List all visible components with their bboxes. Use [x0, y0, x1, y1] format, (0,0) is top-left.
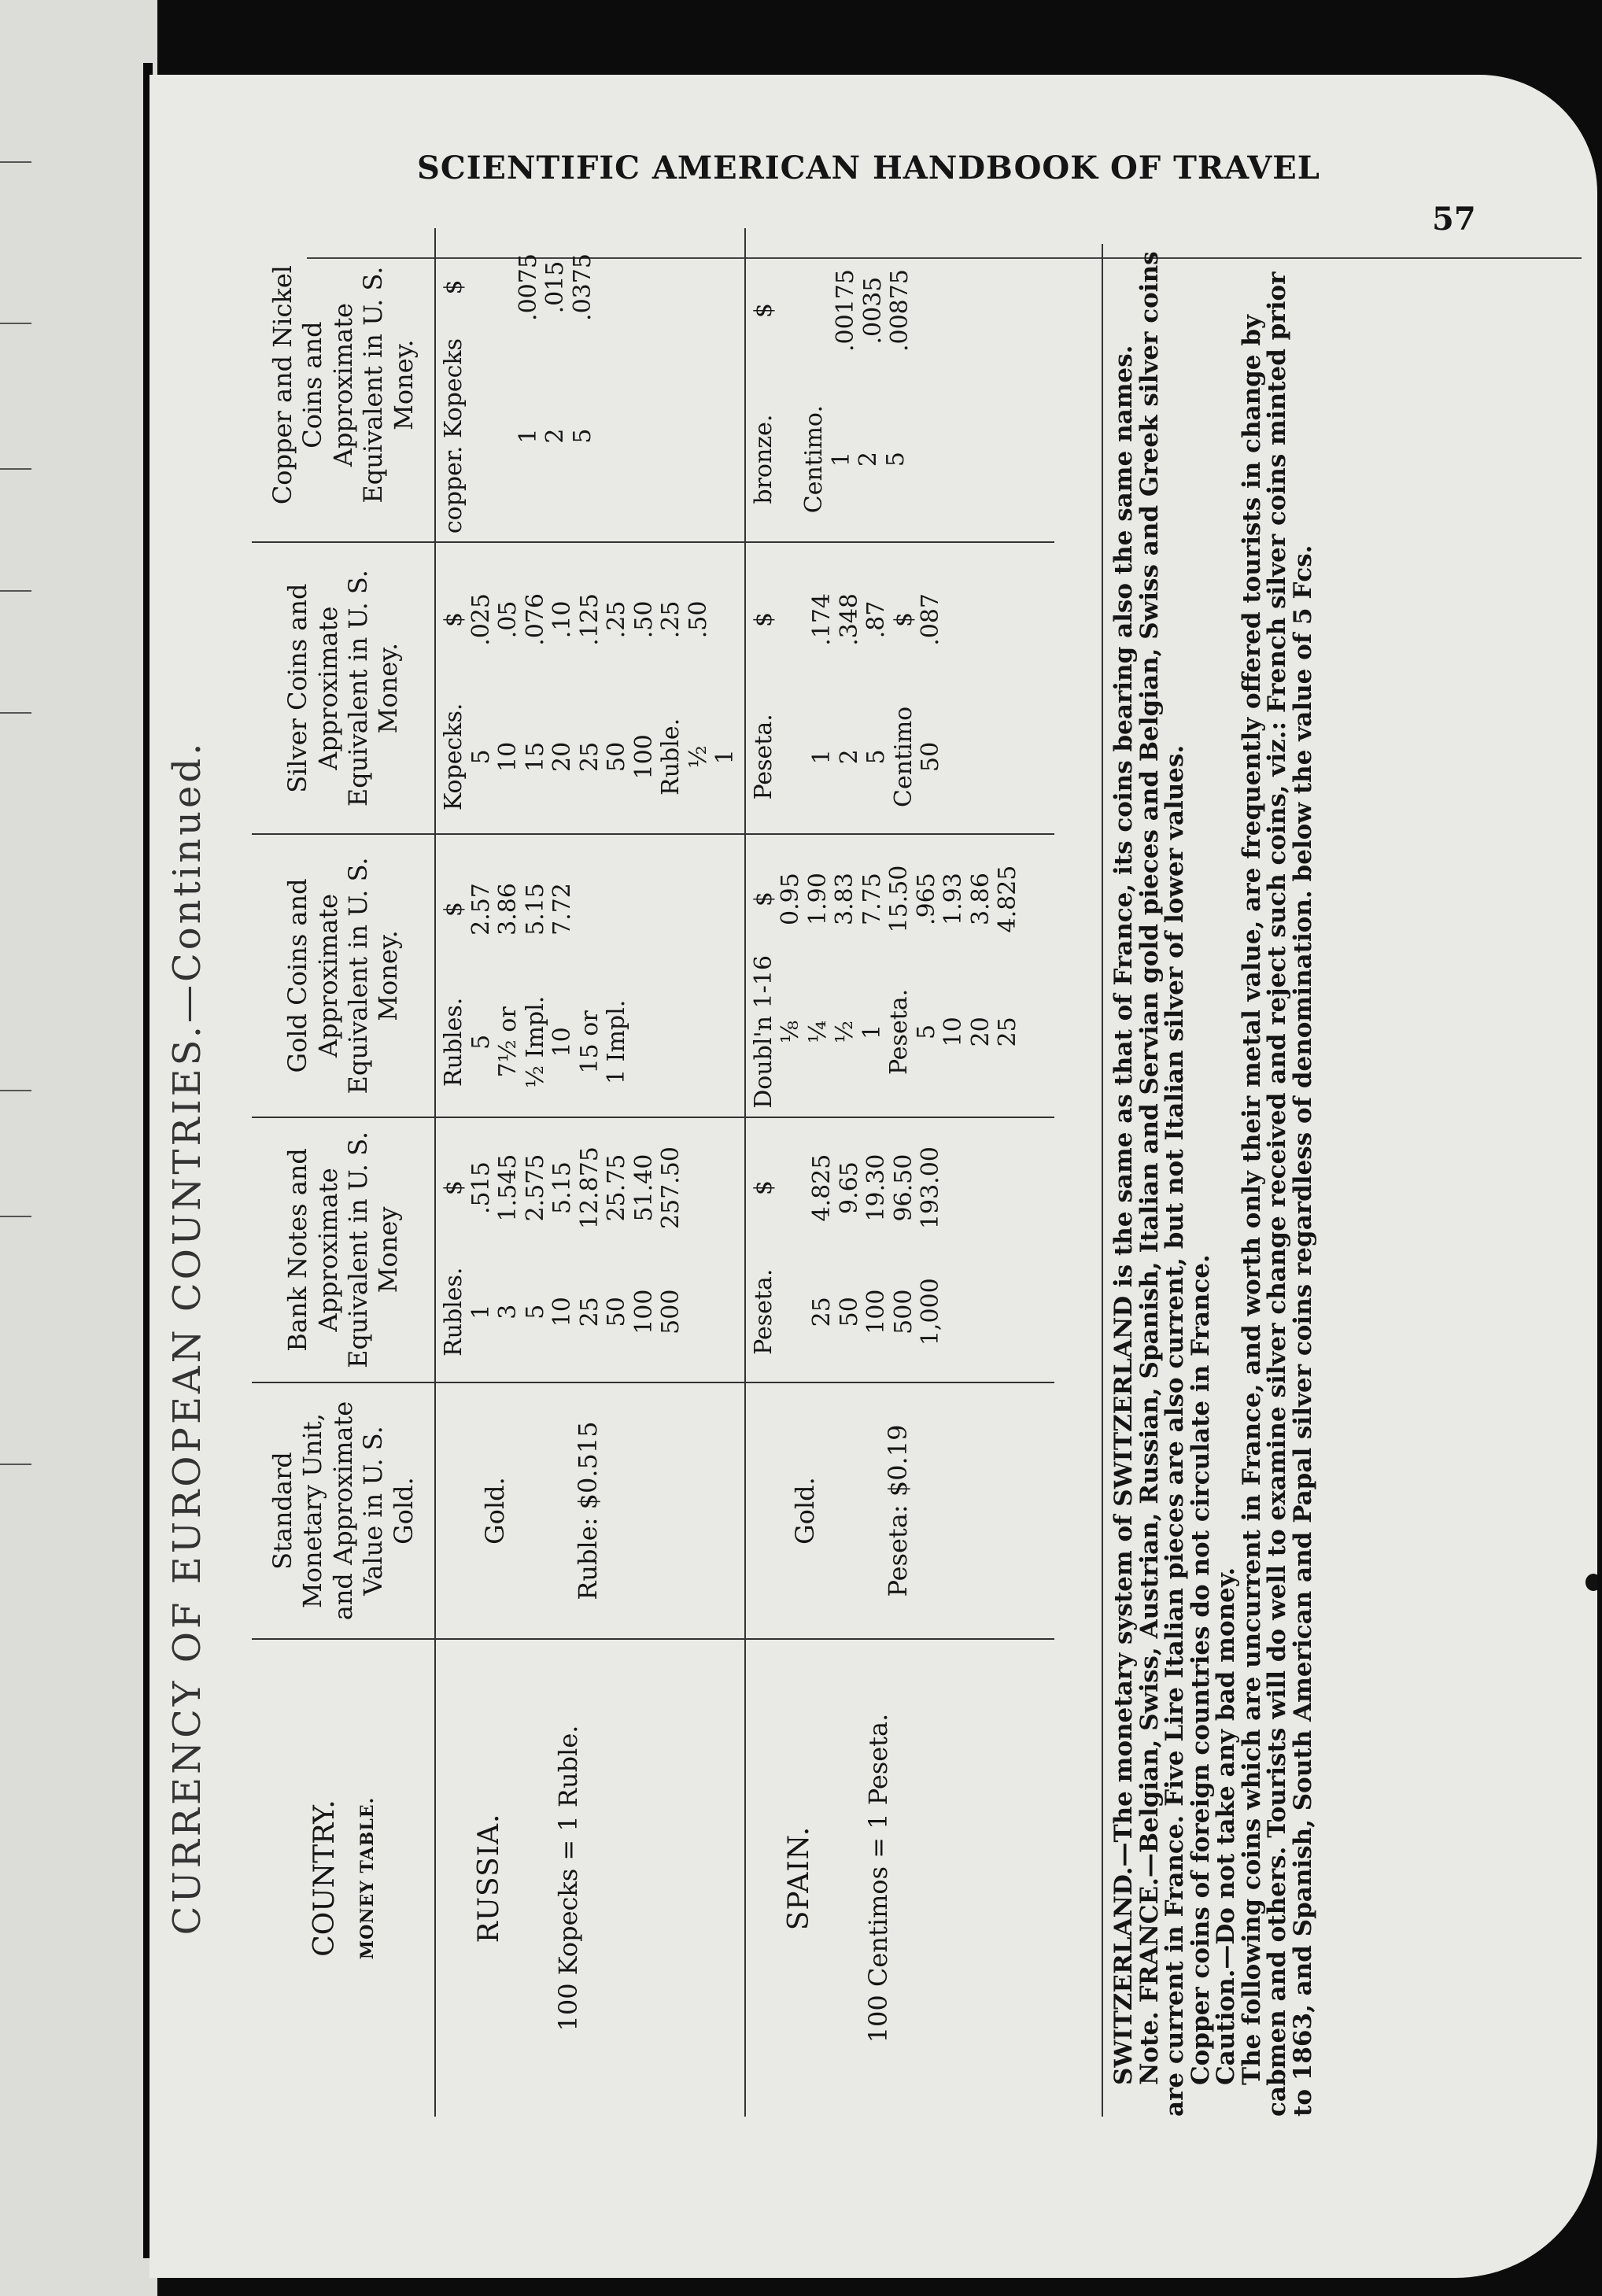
list-value: 257.50	[657, 1146, 685, 1230]
list-value: .025	[467, 593, 495, 646]
country-name: RUSSIA.	[473, 1813, 505, 1943]
gold-cell	[745, 834, 1054, 1117]
gold-units	[777, 955, 1022, 1109]
list-value: ½ Impl.	[521, 995, 549, 1088]
copper-units	[515, 338, 597, 533]
standard-cell	[435, 1382, 745, 1639]
list-value: 7½ or	[494, 1006, 522, 1078]
list-value: .25	[603, 600, 630, 639]
list-value: 12.875	[575, 1146, 604, 1230]
copper-usd-head: $	[749, 303, 777, 319]
list-value: .015	[541, 260, 569, 314]
page-number: 57	[1432, 201, 1476, 238]
list-value: 2	[835, 749, 863, 765]
list-value: 5	[521, 1304, 549, 1320]
list-value: 1	[711, 749, 739, 765]
list-value: 25	[808, 1297, 836, 1327]
bank-cell	[745, 1117, 1054, 1382]
list-value: 193.00	[917, 1146, 944, 1230]
list-value: .174	[808, 593, 836, 646]
col-standard: Standard Monetary Unit, and Approximate Value in U. S. Gold.	[252, 1382, 435, 1639]
money-table: 100 Kopecks = 1 Ruble.	[553, 1725, 584, 2032]
list-value: .0075	[514, 253, 542, 321]
col-silver: Silver Coins and Approximate Equivalent in U. S. Money.	[252, 542, 435, 834]
bank-cell	[435, 1117, 745, 1382]
list-value: 3.86	[966, 873, 995, 925]
list-value: 10	[548, 1297, 576, 1327]
list-value: 100	[629, 1289, 658, 1334]
bank-units	[809, 1250, 945, 1374]
copper-unit-head: copper. Kopecks	[440, 338, 467, 534]
gutter-mark	[0, 590, 31, 592]
gold-usd	[777, 843, 1022, 955]
list-value: 25.75	[603, 1154, 630, 1222]
silver-unit-head: Kopecks.	[440, 703, 467, 811]
list-value: 25	[575, 741, 604, 772]
list-value: 7.72	[548, 883, 576, 936]
gutter-mark	[0, 1216, 31, 1217]
gold-units	[468, 976, 631, 1109]
book-gutter	[0, 0, 157, 2296]
list-value: 5	[467, 1034, 495, 1050]
bank-usd-head: $	[749, 1180, 777, 1196]
list-value: 5.15	[521, 883, 549, 936]
list-value: Ruble.	[657, 718, 685, 795]
gutter-mark	[0, 468, 31, 470]
copper-unit-head: bronze.	[749, 414, 777, 504]
bank-usd	[809, 1126, 945, 1250]
list-value: 3	[494, 1304, 522, 1320]
list-value: .0035	[858, 276, 887, 345]
bank-usd	[468, 1126, 685, 1250]
list-value: 15.50	[885, 865, 913, 933]
standard-metal: Gold.	[789, 1477, 820, 1545]
list-value: 25	[994, 1017, 1021, 1047]
list-value: 5	[881, 452, 910, 467]
running-header: SCIENTIFIC AMERICAN HANDBOOK OF TRAVEL	[417, 149, 1320, 186]
copper-usd	[832, 236, 914, 385]
bank-units	[468, 1250, 685, 1374]
gold-usd-head: $	[749, 891, 777, 907]
list-value: ¼	[803, 1020, 832, 1043]
standard-cell	[745, 1382, 1054, 1639]
list-value: 2.575	[521, 1154, 549, 1222]
list-value: .965	[912, 873, 940, 925]
list-value: .10	[548, 600, 576, 639]
list-value: 5	[568, 428, 596, 444]
gold-usd	[468, 843, 577, 976]
list-value: 50	[603, 1297, 630, 1327]
note-uncurrent-coins: The following coins which are uncurrent in France, and worth only their metal value, are frequently offered tourists in change by cabmen and others. Tourists will do well to examine silver change received and reject such coins, viz.: French silver coins minted prior to 1863, and Spanish, South American and Papal silver coins regardless of denomination. below the value of 5 Fcs.	[1237, 271, 1317, 2117]
silver-units	[809, 688, 945, 825]
gutter-mark	[0, 712, 31, 714]
list-value: Peseta.	[885, 988, 913, 1076]
list-value: 1	[467, 1304, 495, 1320]
table-caption: CURRENCY OF EUROPEAN COUNTRIES.—Continued.	[165, 740, 209, 1936]
list-value: 2.57	[467, 883, 495, 936]
list-value: 50	[835, 1297, 863, 1327]
silver-usd-head: $	[749, 611, 777, 627]
table-row-russia	[435, 228, 745, 2117]
silver-unit-head: Peseta.	[749, 714, 777, 800]
ink-spot	[1585, 1574, 1597, 1591]
col-country	[252, 1639, 435, 2117]
silver-cell	[435, 542, 745, 834]
list-value: 19.30	[862, 1154, 890, 1222]
list-value: 2	[541, 428, 569, 444]
list-value: 5	[467, 749, 495, 765]
list-value: Centimo	[889, 706, 917, 807]
list-value: 100	[629, 734, 658, 780]
list-value: 1.90	[803, 873, 832, 925]
list-value: 100	[862, 1289, 890, 1334]
gold-unit-head: Doubl'n 1-16	[749, 955, 777, 1109]
list-value: $	[889, 611, 917, 627]
list-value: .515	[467, 1161, 495, 1214]
note-copper: Copper coins of foreign countries do not circulate in France.	[1186, 1254, 1215, 2085]
list-value: .25	[657, 600, 685, 639]
list-value: ½	[831, 1020, 858, 1043]
bank-unit-head: Rubles.	[440, 1267, 467, 1357]
list-value: .50	[629, 600, 658, 639]
copper-cell	[745, 228, 1054, 542]
list-value: 10	[494, 741, 522, 772]
standard-metal: Gold.	[480, 1477, 510, 1545]
list-value: .05	[494, 600, 522, 639]
list-value: .076	[521, 593, 549, 646]
list-value: 4.825	[994, 865, 1021, 933]
list-value: Centimo.	[800, 405, 828, 514]
list-value: 96.50	[889, 1154, 917, 1222]
note-switzerland: SWITZERLAND.—The monetary system of SWITZERLAND is the same as that of France, its coins bearing also the same names.	[1109, 345, 1138, 2085]
list-value: ⅛	[777, 1020, 804, 1043]
list-value: 500	[889, 1289, 917, 1334]
list-value: 9.65	[835, 1161, 863, 1214]
list-value: 25	[575, 1297, 604, 1327]
list-value: .50	[684, 600, 712, 639]
gold-unit-head: Rubles.	[440, 997, 467, 1087]
list-value: 5.15	[548, 1161, 576, 1214]
gutter-mark	[0, 1464, 31, 1465]
list-value: .00875	[886, 269, 914, 353]
list-value: .087	[917, 593, 944, 646]
list-value: 1,000	[917, 1278, 944, 1346]
note-caution: Caution.—Do not take any bad money.	[1212, 1567, 1241, 2085]
standard-value: Peseta: $0.19	[882, 1424, 913, 1597]
standard-value: Ruble: $0.515	[573, 1421, 604, 1600]
list-value: 1.93	[939, 873, 967, 925]
list-value: 1.545	[494, 1154, 522, 1222]
col-country-label: COUNTRY.	[308, 1800, 341, 1957]
list-value: 5	[862, 749, 890, 765]
list-value: .00175	[832, 269, 859, 353]
currency-table	[252, 228, 1054, 2117]
list-value: 4.825	[808, 1154, 836, 1222]
note-france: Note. FRANCE.—Belgian, Swiss, Austrian, Russian, Spanish, Italian and Servian gold pieces and Belgian, Swiss and Greek silver coins are current in France. Five Lire Italian pieces are also current, but not Italian silver of lower values.	[1135, 251, 1190, 2117]
list-value: 50	[603, 741, 630, 772]
copper-cell	[435, 228, 745, 542]
gold-cell	[435, 834, 745, 1117]
footnotes	[1102, 244, 1316, 2117]
gutter-mark	[0, 161, 31, 163]
list-value: 2	[855, 452, 882, 467]
money-table: 100 Centimos = 1 Peseta.	[862, 1713, 893, 2043]
table-header-row	[252, 228, 435, 2117]
col-country-sublabel: MONEY TABLE.	[357, 1796, 378, 1960]
silver-cell	[745, 542, 1054, 834]
bank-unit-head: Peseta.	[749, 1268, 777, 1355]
list-value: 20	[548, 741, 576, 772]
list-value: .125	[575, 593, 604, 646]
list-value: 1	[827, 452, 855, 467]
list-value: .348	[835, 593, 863, 646]
list-value: 0.95	[777, 873, 804, 925]
list-value: 15	[521, 741, 549, 772]
list-value: 500	[657, 1289, 685, 1334]
gutter-mark	[0, 1090, 31, 1091]
gold-usd-head: $	[440, 901, 467, 917]
list-value: .0375	[568, 253, 596, 321]
country-cell	[745, 1639, 1054, 2117]
country-name: SPAIN.	[782, 1825, 815, 1931]
silver-units	[468, 688, 740, 825]
list-value: ½	[684, 745, 712, 769]
silver-usd	[468, 551, 713, 688]
silver-usd	[809, 551, 945, 688]
col-gold: Gold Coins and Approximate Equivalent in U. S. Money.	[252, 834, 435, 1117]
silver-usd-head: $	[440, 611, 467, 627]
list-value: 10	[939, 1017, 967, 1047]
col-copper: Copper and Nickel Coins and Approximate Equivalent in U. S. Money.	[252, 228, 435, 542]
list-value: 3.83	[831, 873, 858, 925]
list-value: 1	[808, 749, 836, 765]
bank-usd-head: $	[440, 1180, 467, 1196]
copper-usd-head: $	[440, 279, 467, 295]
col-bank: Bank Notes and Approximate Equivalent in U. S. Money	[252, 1117, 435, 1382]
gutter-mark	[0, 323, 31, 324]
list-value: 15 or	[575, 1010, 604, 1074]
list-value: 5	[912, 1024, 940, 1039]
rotated-table-block	[165, 244, 1317, 2164]
list-value: .87	[862, 600, 890, 639]
copper-units	[801, 385, 910, 533]
list-value: 20	[966, 1017, 995, 1047]
list-value: 51.40	[629, 1154, 658, 1222]
table-row-spain	[745, 228, 1054, 2117]
list-value: 50	[917, 741, 944, 772]
list-value: 1 Impl.	[603, 999, 630, 1084]
list-value: 10	[548, 1027, 576, 1058]
list-value: 1	[858, 1024, 886, 1039]
list-value: 1	[514, 428, 542, 444]
copper-usd	[515, 236, 597, 338]
country-cell	[435, 1639, 745, 2117]
list-value: 7.75	[858, 873, 886, 925]
list-value: 3.86	[494, 883, 522, 936]
